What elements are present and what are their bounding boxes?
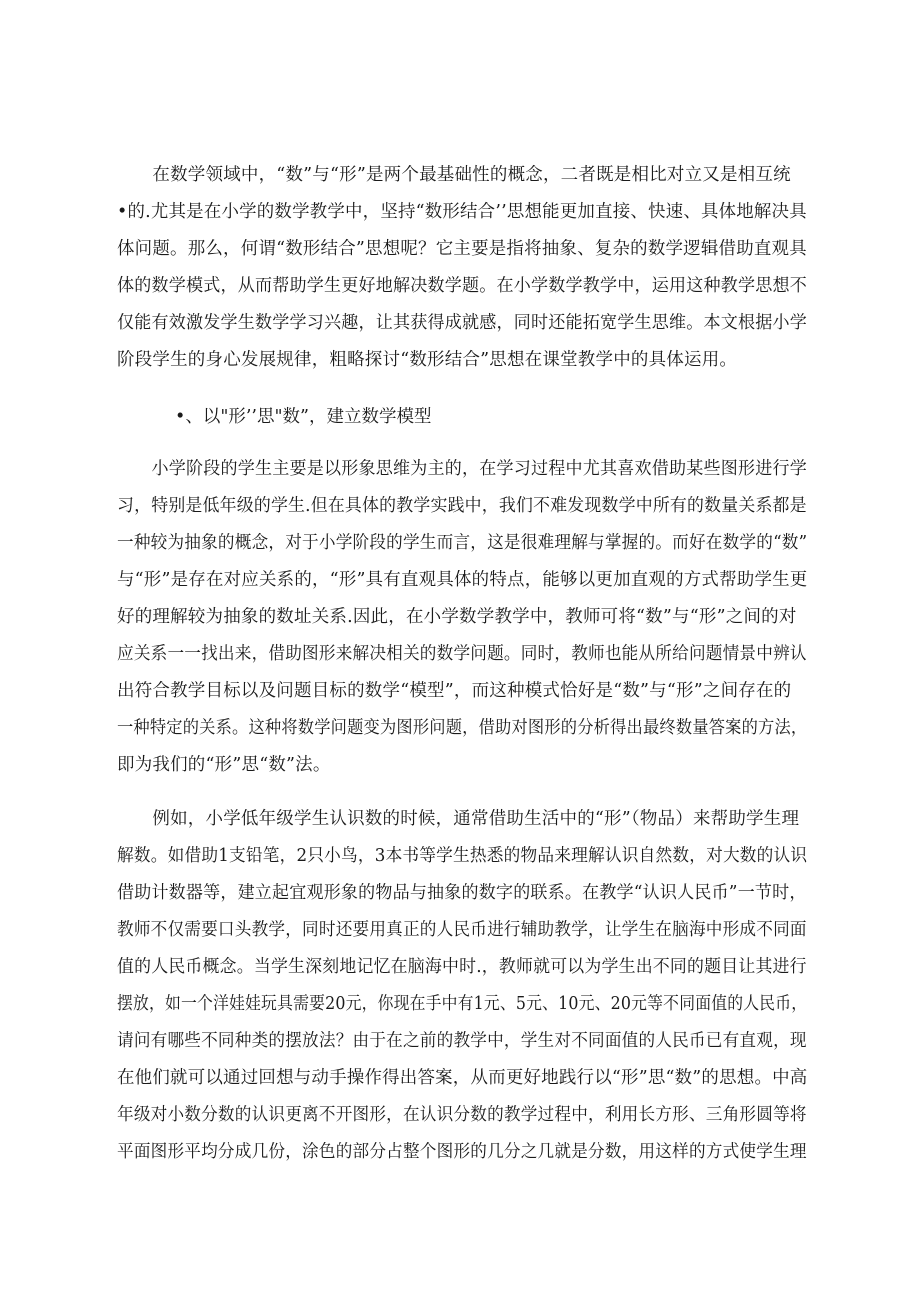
text-line: 出符合教学目标以及问题目标的数学“模型”，而这种模式恰好是“数”与“形”之间存在的 xyxy=(117,681,792,701)
section-heading: •、以"形’’思"数”，建立数学模型 xyxy=(175,407,432,427)
text-line: 值的人民币概念。当学生深刻地记忆在脑海中时.，教师就可以为学生出不同的题目让其进行 xyxy=(117,957,807,977)
text-line: 在他们就可以通过回想与动手操作得出答案，从而更好地践行以“形”思“数”的思想。中高 xyxy=(117,1068,808,1088)
text-line: 平面图形平均分成几份，涂色的部分占整个图形的几分之几就是分数，用这样的方式使学生理 xyxy=(117,1142,807,1162)
text-line: 一种特定的关系。这种将数学问题变为图形问题，借助对图形的分析得出最终数量答案的方法， xyxy=(117,718,808,738)
text-line: 例如，小学低年级学生认识数的时候，通常借助生活中的“形”（物品）来帮助学生理 xyxy=(117,809,800,829)
text-line: 年级对小数分数的认识更离不开图形，在认识分数的教学过程中，利用长方形、三角形圆等将 xyxy=(117,1105,807,1125)
text-line: 教师不仅需要口头教学，同时还要用真正的人民币进行辅助教学，让学生在脑海中形成不同面 xyxy=(117,920,807,940)
paragraph-example xyxy=(117,801,807,1171)
text-line: 解数。如借助1支铅笔，2只小鸟，3本书等学生热悉的物品来理解认识自然数，对大数的认识 xyxy=(117,846,808,866)
text-line: 即为我们的“形”思“数”法。 xyxy=(117,755,331,775)
text-line: 仅能有效激发学生数学学习兴趣，让其获得成就感，同时还能拓宽学生思维。本文根据小学 xyxy=(117,313,807,333)
text-line: 应关系一一找出来，借助图形来解决相关的数学问题。同时，教师也能从所给问题情景中辨认 xyxy=(117,644,807,664)
text-line: 借助计数器等，建立起宜观形象的物品与抽象的数字的联系。在教学“认识人民币”一节时， xyxy=(117,883,807,903)
text-line: 好的理解较为抽象的数址关系.因此，在小学数学教学中，教师可将“数”与“形”之间的对 xyxy=(117,607,797,627)
text-line: 一种较为抽象的概念，对于小学阶段的学生而言，这是很难理解与掌握的。而好在数学的“数” xyxy=(117,533,808,553)
text-line: 请问有哪些不同种类的摆放法？由于在之前的教学中，学生对不同面值的人民币已有直观，现 xyxy=(117,1031,807,1051)
text-line: 与“形”是存在对应关系的，“形”具有直观具体的特点，能够以更加直观的方式帮助学生更 xyxy=(117,570,808,590)
paragraph-intro xyxy=(117,157,807,379)
text-line: 体的数学模式，从而帮助学生更好地解决数学题。在小学数学教学中，运用这种教学思想不 xyxy=(117,276,807,296)
text-line: 阶段学生的身心发展规律，粗略探讨“数形结合”思想在课堂教学中的具体运用。 xyxy=(117,350,738,370)
text-line: •的.尤其是在小学的数学教学中，坚持“数形结合’’思想能更加直接、快速、具体地解决具 xyxy=(117,202,807,222)
paragraph-model xyxy=(117,451,807,784)
text-line: 体问题。那么，何谓“数形结合”思想呢？它主要是指将抽象、复杂的数学逻辑借助直观具 xyxy=(117,239,807,259)
text-line: 摆放，如一个洋娃娃玩具需要20元，你现在手中有1元、5元、10元、20元等不同面值的人民币， xyxy=(117,994,808,1014)
text-line: 习，特别是低年级的学生.但在具体的教学实践中，我们不难发现数学中所有的数量关系都是 xyxy=(117,496,807,516)
text-line: 小学阶段的学生主要是以形象思维为主的，在学习过程中尤其喜欢借助某些图形进行学 xyxy=(117,459,807,479)
text-line: 在数学领域中，“数”与“形”是两个最基础性的概念，二者既是相比对立又是相互统 xyxy=(117,165,791,185)
